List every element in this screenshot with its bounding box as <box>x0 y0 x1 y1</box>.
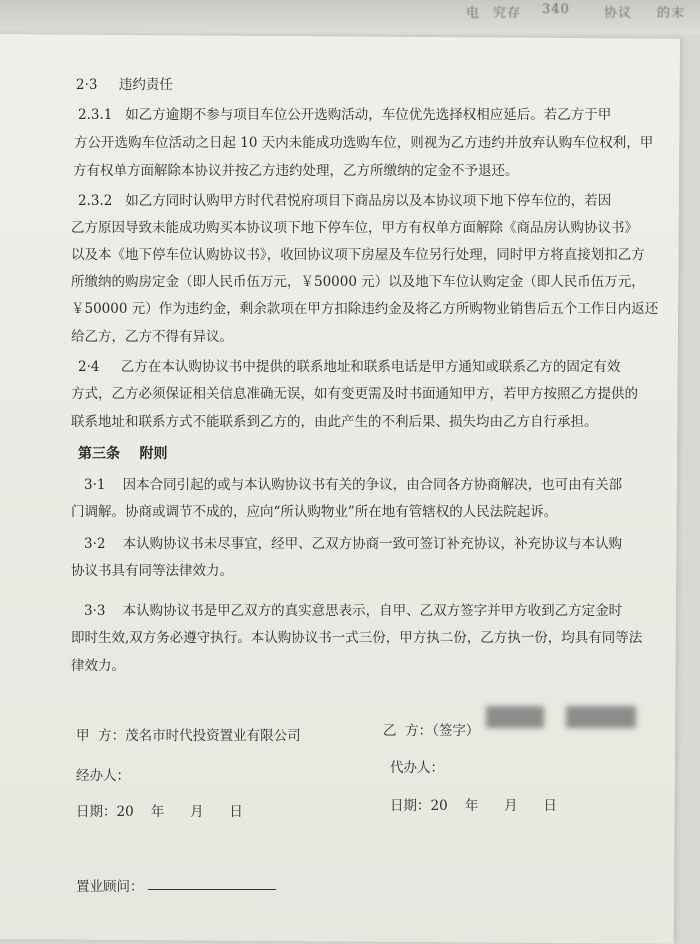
signature-field: 日期：20 年 月 日 <box>76 804 243 820</box>
section-heading: 第三条 附则 <box>78 446 168 462</box>
consultant-signature-line <box>148 889 276 890</box>
body-text-line: 乙方原因导致未能成功购买本协议项下地下停车位，甲方有权单方面解除《商品房认购协议书》 <box>71 220 638 236</box>
body-text-line: 3·3 本认购协议书是甲乙双方的真实意思表示，自甲、乙双方签字并甲方收到乙方定金时 <box>84 603 623 619</box>
body-text-line: 2.3.2 如乙方同时认购甲方时代君悦府项目下商品房以及本协议项下地下停车位的，若因 <box>78 193 612 209</box>
body-text-line: 方有权单方面解除本协议并按乙方违约处理，乙方所缴纳的定金不予退还。 <box>73 163 519 179</box>
bleed-through-text: 究存 <box>493 6 522 21</box>
body-text-line: 律效力。 <box>71 658 125 674</box>
body-text-line: 协议书具有同等法律效力。 <box>71 563 233 579</box>
bleed-through-text: 协议 <box>604 6 633 21</box>
bleed-through-text: 电 <box>466 6 481 21</box>
redacted-signature-blur <box>486 706 544 728</box>
body-text-line: 门调解。协商或调节不成的，应向“所认购物业”所在地有管辖权的人民法院起诉。 <box>71 504 558 520</box>
body-text-line: 2·4 乙方在本认购协议书中提供的联系地址和联系电话是甲方通知或联系乙方的固定有效 <box>78 359 621 375</box>
body-text-line: 方公开选购车位活动之日起 10 天内未能成功选购车位，则视为乙方违约并放弃认购车位权利，甲 <box>74 135 654 151</box>
body-text-line: 给乙方，乙方不得有异议。 <box>71 329 233 345</box>
body-text-line: 2·3 违约责任 <box>76 77 173 93</box>
signature-field: 乙 方：（签字） <box>383 723 480 739</box>
signature-field: 日期：20 年 月 日 <box>390 798 557 814</box>
bleed-through-text: 的末 <box>657 6 686 21</box>
body-text-line: 即时生效,双方务必遵守执行。本认购协议书一式三份，甲方执二份，乙方执一份，均具有同等法 <box>71 630 643 646</box>
body-text-line: 联系地址和联系方式不能联系到乙方的，由此产生的不利后果、损失均由乙方自行承担。 <box>71 414 598 430</box>
signature-field: 置业顾问： <box>76 879 144 895</box>
redacted-signature-blur <box>566 706 636 728</box>
body-text-line: 所缴纳的购房定金（即人民币伍万元，￥50000 元）以及地下车位认购定金（即人民币伍万元， <box>71 274 645 290</box>
signature-field: 代办人： <box>390 760 444 776</box>
body-text-line: ￥50000 元）作为违约金，剩余款项在甲方扣除违约金及将乙方所购物业销售后五个工作日内返还 <box>71 301 659 317</box>
body-text-line: 方式，乙方必须保证相关信息准确无误，如有变更需及时书面通知甲方，若甲方按照乙方提供的 <box>71 386 638 402</box>
signature-field: 经办人： <box>76 768 130 784</box>
body-text-line: 2.3.1 如乙方逾期不参与项目车位公开选购活动，车位优先选择权相应延后。若乙方于甲 <box>78 107 612 123</box>
signature-field: 甲 方：茂名市时代投资置业有限公司 <box>76 728 301 744</box>
body-text-line: 以及本《地下停车位认购协议书》，收回协议项下房屋及车位另行处理，同时甲方将直接划扣乙方 <box>71 247 645 263</box>
body-text-line: 3·1 因本合同引起的或与本认购协议书有关的争议，由合同各方协商解决，也可由有关部 <box>84 477 623 493</box>
body-text-line: 3·2 本认购协议书未尽事宜，经甲、乙双方协商一致可签订补充协议，补充协议与本认购 <box>84 536 623 552</box>
bleed-through-text: 340 <box>542 2 570 17</box>
